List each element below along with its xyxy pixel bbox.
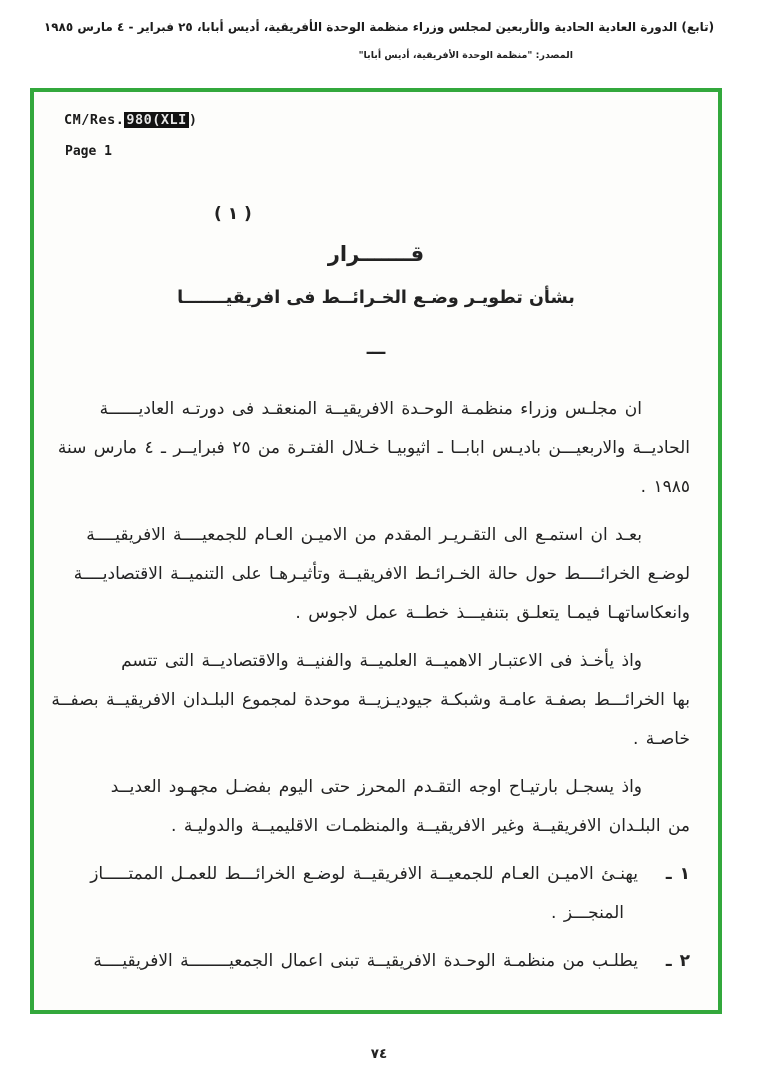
preamble-paragraph (51, 642, 690, 759)
page-label: Page 1 (65, 144, 112, 159)
ref-mid: Res. (89, 112, 125, 128)
item-number: ٢ ـ (665, 951, 690, 971)
body-text-line: خاصـة . (632, 729, 690, 749)
resolution-subtitle: بشأن تطويـر وضـع الخـرائــط فى افريقيـــــــا (177, 288, 575, 308)
body-text-line: بعـد ان استمـع الى التقـريـر المقدم من الاميـن العـام للجمعيــــة الافريقيــــة (86, 525, 642, 545)
body-text-line: لوضـع الخرائــــط حول حالة الخـرائـط الافريقيــة وتأثيـرهـا على التنميــة الاقتصاديــــة (73, 564, 690, 584)
item-text (60, 942, 638, 981)
body-text-line: واذ يسجـل بارتيـاح اوجه التقـدم المحرز حتى اليوم بفضـل مجهـود العديــد (110, 777, 642, 797)
preamble-paragraph (60, 768, 690, 846)
title-divider: ـــ (366, 338, 386, 359)
body-text-line: من البلـدان الافريقيــة وغير الافريقيــة والمنظمـات الاقليميــة والدوليـة . (171, 816, 690, 836)
body-text-line: ١٩٨٥ . (640, 477, 690, 497)
item-text (60, 855, 638, 933)
session-header-line: (تابع) الدورة العادية الحادية والأربعين لمجلس وزراء منظمة الوحدة الأفريقية، أديس أبابا، ٢٥ فبراير - ٤ مارس ١٩٨٥ (43, 20, 715, 34)
ref-prefix: CM/ (64, 112, 90, 128)
section-number: ( ١ ) (214, 204, 252, 224)
preamble-paragraph (60, 516, 690, 633)
resolution-item (60, 855, 690, 933)
ref-suffix: ) (188, 112, 198, 128)
body-text-line: واذ يأخـذ فى الاعتبـار الاهميــة العلميــة والفنيــة والاقتصاديــة التى تتسم (121, 651, 642, 671)
body-text-line: الحاديــة والاربعيـــن باديـس ابابــا ـ اثيوبيـا خـلال الفتـرة من ٢٥ فبرايــر ـ ٤ مارس سنة (57, 438, 690, 458)
source-note: المصدر: "منظمة الوحدة الأفريقية، أديس أبابا" (358, 50, 573, 61)
scan-highlight-frame (30, 88, 722, 1014)
item-text-line: يطلـب من منظمـة الوحـدة الافريقيــة تبنى اعمال الجمعيــــــــة الافريقيــــة (93, 951, 638, 971)
document-ref (64, 112, 197, 128)
item-text-line: يهنـئ الاميـن العـام للجمعيــة الافريقيــة لوضـع الخرائـــط للعمـل الممتـــــاز (90, 864, 638, 884)
ref-highlighted-part: 980(XLI (126, 112, 187, 128)
resolution-body (51, 390, 690, 990)
resolution-title: قـــــــرار (327, 242, 425, 266)
body-text-line: ان مجلـس وزراء منظمـة الوحـدة الافريقيــة المنعقـد فى دورتـه العاديــــــة (99, 399, 642, 419)
page-number-footer: ٧٤ (370, 1046, 388, 1062)
item-text-line: المنجـــز . (551, 903, 624, 923)
preamble-paragraph (57, 390, 690, 507)
item-number: ١ ـ (665, 864, 690, 884)
body-text-line: بها الخرائـــط بصفـة عامـة وشبكـة جيوديـزيــة موحدة لمجموع البلـدان الافريقيــة بصفــة (51, 690, 690, 710)
resolution-item (60, 942, 690, 981)
body-text-line: وانعكاساتهـا فيمـا يتعلـق بتنفيـــذ خطــة عمل لاجوس . (295, 603, 690, 623)
